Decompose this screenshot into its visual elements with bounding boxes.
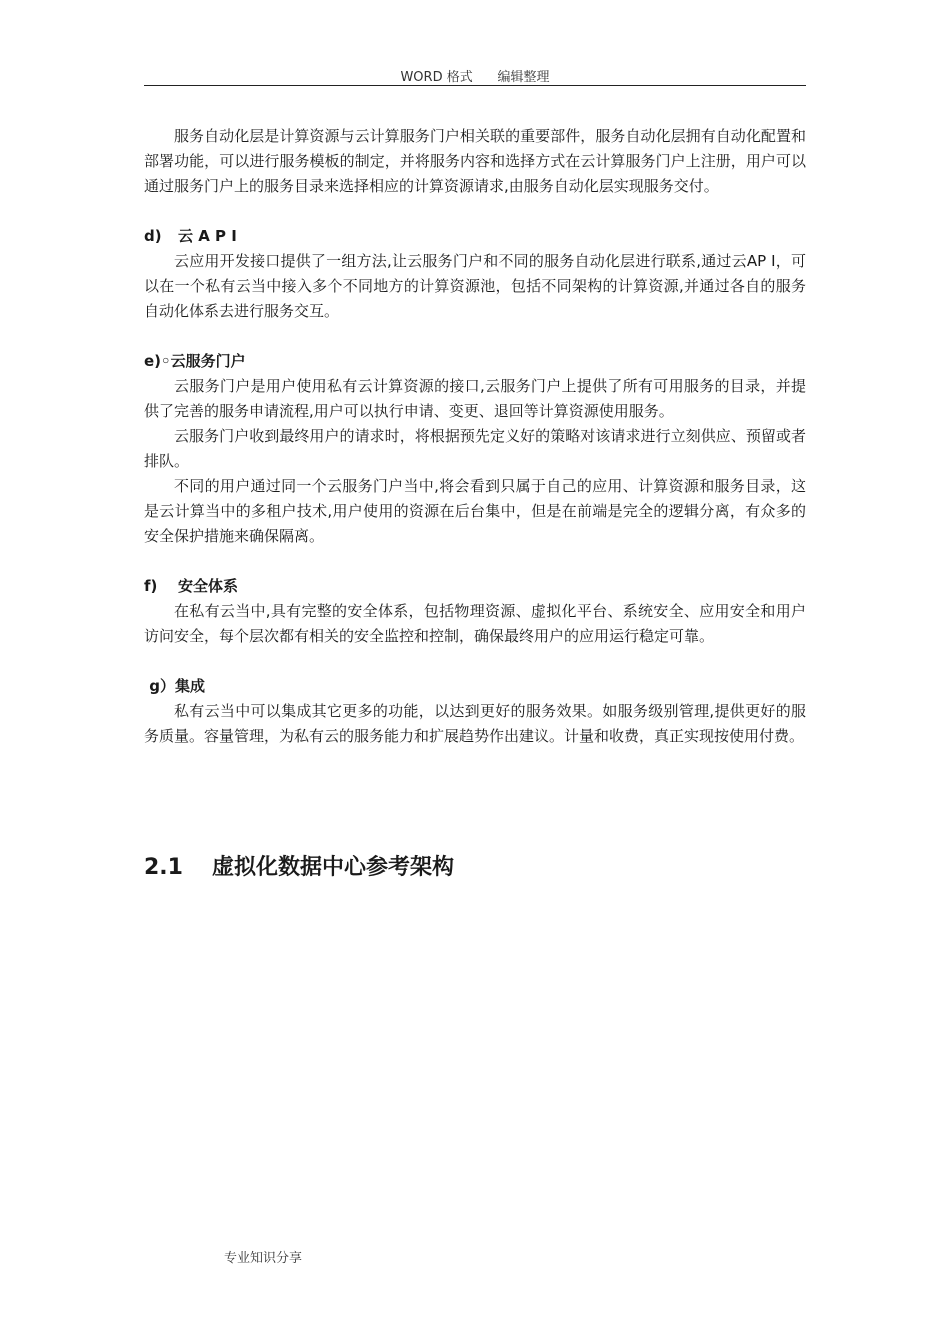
page-footer: 专业知识分享 xyxy=(224,1251,303,1266)
paragraph-e2: 云服务门户收到最终用户的请求时，将根据预先定义好的策略对该请求进行立刻供应、预留或者排队。 xyxy=(144,427,806,470)
heading-f-title: 安全体系 xyxy=(178,577,239,595)
paragraph-e1: 云服务门户是用户使用私有云计算资源的接口,云服务门户上提供了所有可用服务的目录，并提供了完善的服务申请流程,用户可以执行申请、变更、退回等计算资源使用服务。 xyxy=(144,377,806,420)
heading-f-marker: f) xyxy=(144,577,158,595)
paragraph-g1: 私有云当中可以集成其它更多的功能，以达到更好的服务效果。如服务级别管理,提供更好的服务质量。容量管理，为私有云的服务能力和扩展趋势作出建议。计量和收费，真正实现按使用付费。 xyxy=(144,702,806,745)
section-heading xyxy=(144,852,454,884)
paragraph-f1: 在私有云当中,具有完整的安全体系，包括物理资源、虚拟化平台、系统安全、应用安全和用户访问安全，每个层次都有相关的安全监控和控制，确保最终用户的应用运行稳定可靠。 xyxy=(144,602,806,645)
paragraph-intro: 服务自动化层是计算资源与云计算服务门户相关联的重要部件，服务自动化层拥有自动化配置和部署功能，可以进行服务模板的制定，并将服务内容和选择方式在云计算服务门户上注册，用户可以通过服务门户上的服务目录来选择相应的计算资源请求,由服务自动化层实现服务交付。 xyxy=(144,127,806,195)
heading-d xyxy=(144,224,806,249)
heading-g: g）集成 xyxy=(144,677,205,695)
paragraph-e3: 不同的用户通过同一个云服务门户当中,将会看到只属于自己的应用、计算资源和服务目录，这是云计算当中的多租户技术,用户使用的资源在后台集中，但是在前端是完全的逻辑分离，有众多的安全保护措施来确保隔离。 xyxy=(144,477,806,545)
document-body xyxy=(144,124,806,749)
section-title-text: 虚拟化数据中心参考架构 xyxy=(212,855,455,880)
header-left: WORD 格式 xyxy=(400,70,473,85)
paragraph-d1: 云应用开发接口提供了一组方法,让云服务门户和不同的服务自动化层进行联系,通过云AP I，可以在一个私有云当中接入多个不同地方的计算资源池，包括不同架构的计算资源,并通过各自的服务自动化体系去进行服务交互。 xyxy=(144,252,806,320)
heading-d-marker: d) xyxy=(144,227,162,245)
page-header xyxy=(0,66,950,85)
heading-d-title: 云 A P I xyxy=(178,227,237,245)
heading-e: e)◦云服务门户 xyxy=(144,352,246,370)
heading-f xyxy=(144,574,806,599)
header-right: 编辑整理 xyxy=(497,70,550,85)
section-number: 2.1 xyxy=(144,855,183,880)
header-rule xyxy=(144,85,806,86)
